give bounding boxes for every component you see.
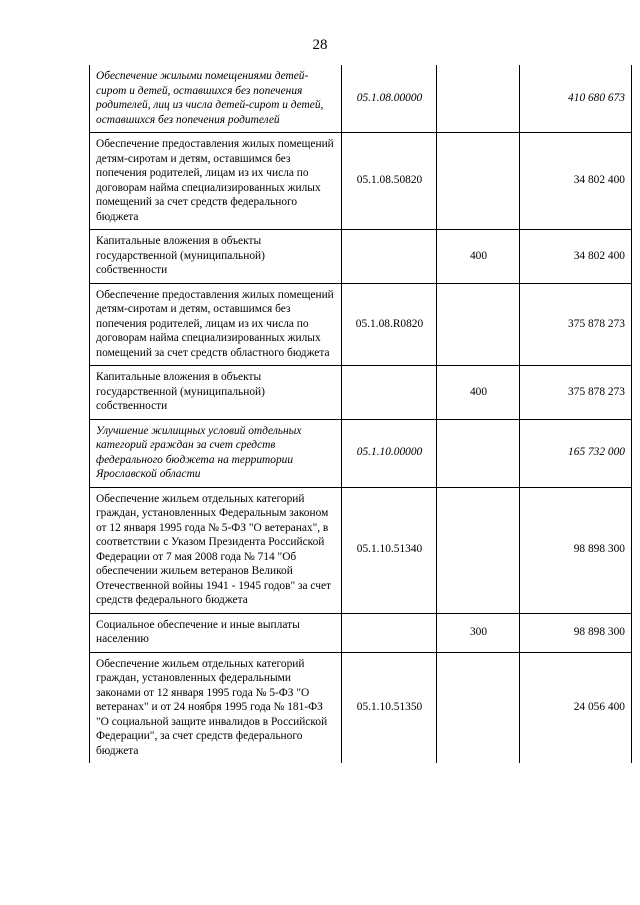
table-row xyxy=(90,366,632,420)
row-code-cell: 05.1.08.00000 xyxy=(342,65,437,133)
page-number: 28 xyxy=(312,37,328,53)
row-amount-cell: 410 680 673 xyxy=(520,65,632,133)
row-amount-cell: 34 802 400 xyxy=(520,230,632,284)
table-row xyxy=(90,65,632,133)
row-expense-type-cell xyxy=(437,487,520,613)
table-row xyxy=(90,283,632,366)
row-amount-cell: 34 802 400 xyxy=(520,133,632,230)
table-row xyxy=(90,133,632,230)
row-amount-cell: 375 878 273 xyxy=(520,366,632,420)
table-row xyxy=(90,652,632,763)
budget-table-body xyxy=(90,65,632,763)
row-expense-type-cell xyxy=(437,652,520,763)
row-expense-type-cell xyxy=(437,133,520,230)
row-expense-type-cell xyxy=(437,283,520,366)
row-expense-type-cell: 400 xyxy=(437,230,520,284)
row-expense-type-cell: 400 xyxy=(437,366,520,420)
row-name-cell: Обеспечение жильем отдельных категорий граждан, установленных федеральными законами от 12 января 1995 года № 5-ФЗ "О ветеранах" и от 24 ноября 1995 года № 181-ФЗ "О социальной защите инвалидов в Российской Федерации", за счет средств федерального бюджета xyxy=(90,652,342,763)
row-expense-type-cell xyxy=(437,419,520,487)
row-expense-type-cell: 300 xyxy=(437,613,520,652)
row-amount-cell: 24 056 400 xyxy=(520,652,632,763)
table-row xyxy=(90,487,632,613)
row-code-cell: 05.1.10.51350 xyxy=(342,652,437,763)
row-name-cell: Обеспечение жильем отдельных категорий граждан, установленных Федеральным законом от 12 января 1995 года № 5-ФЗ "О ветеранах", в соответствии с Указом Президента Российской Федерации от 7 мая 2008 года № 714 "Об обеспечении жильем ветеранов Великой Отечественной войны 1941 - 1945 годов" за счет средств федерального бюджета xyxy=(90,487,342,613)
row-amount-cell: 98 898 300 xyxy=(520,487,632,613)
row-code-cell xyxy=(342,613,437,652)
row-code-cell: 05.1.08.R0820 xyxy=(342,283,437,366)
row-name-cell: Обеспечение предоставления жилых помещений детям-сиротам и детям, оставшимся без попечения родителей, лицам из их числа по договорам найма специализированных жилых помещений за счет средств федерального бюджета xyxy=(90,133,342,230)
table-row xyxy=(90,613,632,652)
row-code-cell xyxy=(342,366,437,420)
row-name-cell: Социальное обеспечение и иные выплаты населению xyxy=(90,613,342,652)
table-row xyxy=(90,419,632,487)
row-amount-cell: 98 898 300 xyxy=(520,613,632,652)
row-code-cell: 05.1.10.00000 xyxy=(342,419,437,487)
row-name-cell: Обеспечение предоставления жилых помещений детям-сиротам и детям, оставшимся без попечения родителей, лицам из их числа по договорам найма специализированных жилых помещений за счет средств областного бюджета xyxy=(90,283,342,366)
budget-table xyxy=(89,65,632,763)
row-code-cell xyxy=(342,230,437,284)
row-name-cell: Улучшение жилищных условий отдельных категорий граждан за счет средств федерального бюджета на территории Ярославской области xyxy=(90,419,342,487)
row-name-cell: Обеспечение жилыми помещениями детей-сирот и детей, оставшихся без попечения родителей, лиц из числа детей-сирот и детей, оставшихся без попечения родителей xyxy=(90,65,342,133)
row-amount-cell: 375 878 273 xyxy=(520,283,632,366)
table-row xyxy=(90,230,632,284)
row-amount-cell: 165 732 000 xyxy=(520,419,632,487)
row-code-cell: 05.1.10.51340 xyxy=(342,487,437,613)
row-code-cell: 05.1.08.50820 xyxy=(342,133,437,230)
row-name-cell: Капитальные вложения в объекты государственной (муниципальной) собственности xyxy=(90,230,342,284)
row-name-cell: Капитальные вложения в объекты государственной (муниципальной) собственности xyxy=(90,366,342,420)
row-expense-type-cell xyxy=(437,65,520,133)
